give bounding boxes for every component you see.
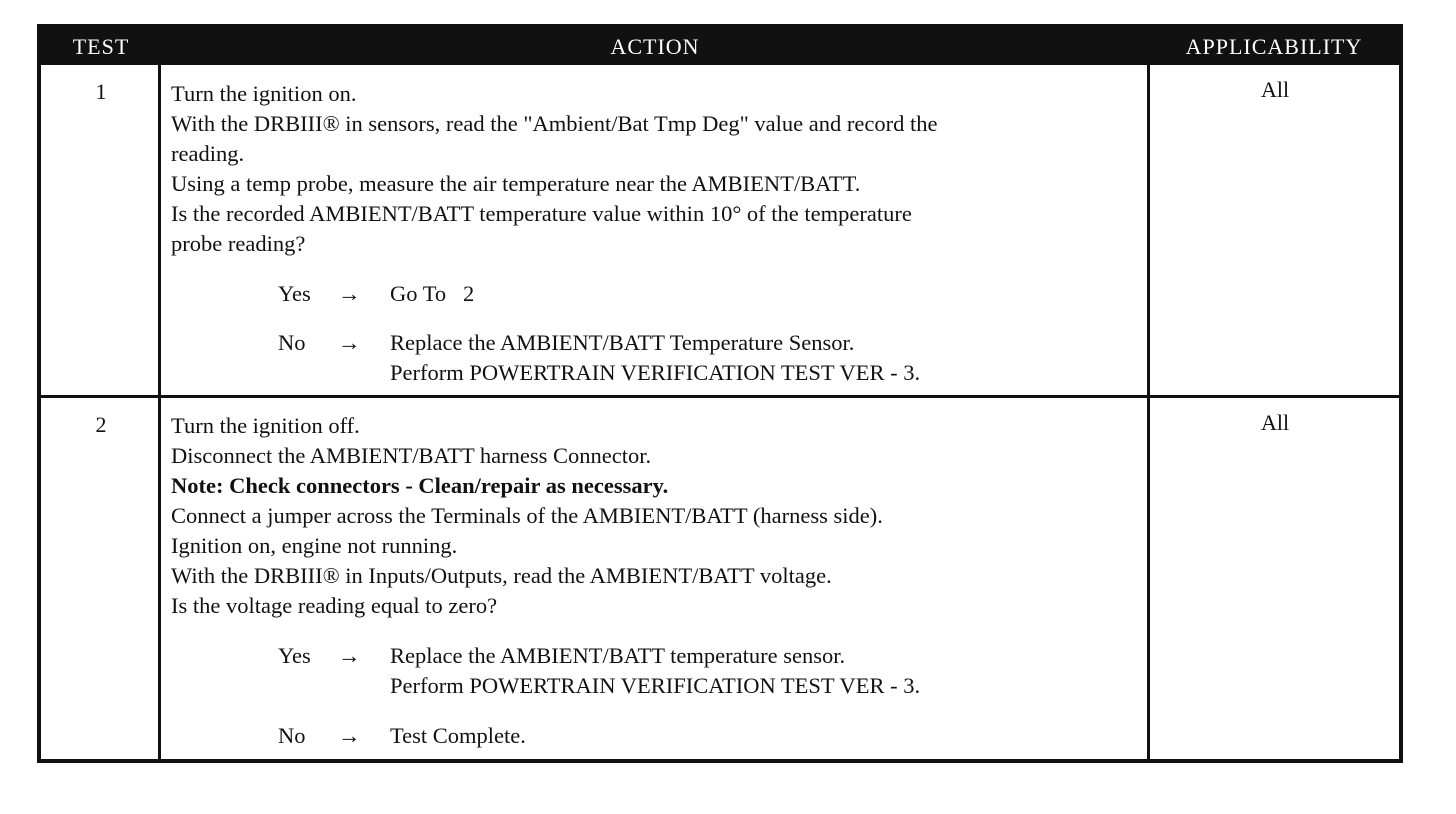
result-line: Replace the AMBIENT/BATT Temperature Sensor. — [390, 330, 855, 355]
result-yes — [278, 641, 1146, 701]
action-line: With the DRBIII® in Inputs/Outputs, read the AMBIENT/BATT voltage. — [171, 563, 832, 588]
result-text — [390, 328, 1146, 388]
result-yes — [278, 279, 1146, 309]
result-line: Replace the AMBIENT/BATT temperature sensor. — [390, 643, 846, 668]
action-line: Ignition on, engine not running. — [171, 533, 458, 558]
action-line: probe reading? — [171, 231, 306, 256]
result-line: Perform POWERTRAIN VERIFICATION TEST VER - 3. — [390, 673, 921, 698]
result-text — [390, 641, 1146, 701]
result-label: No — [278, 723, 306, 748]
action-line: Is the recorded AMBIENT/BATT temperature value within 10° of the temperature — [171, 201, 912, 226]
action-line: With the DRBIII® in sensors, read the "Ambient/Bat Tmp Deg" value and record the — [171, 111, 938, 136]
action-line: Disconnect the AMBIENT/BATT harness Connector. — [171, 443, 652, 468]
result-label: No — [278, 330, 306, 355]
arrow-icon: → — [338, 643, 361, 668]
result-no — [278, 721, 1146, 751]
table-header — [41, 28, 1399, 65]
test-number: 1 — [95, 79, 107, 104]
table-row — [41, 65, 1399, 395]
action-line: Connect a jumper across the Terminals of the AMBIENT/BATT (harness side). — [171, 503, 883, 528]
result-text — [390, 721, 1146, 751]
action-note: Note: Check connectors - Clean/repair as necessary. — [171, 473, 669, 498]
header-applicability: APPLICABILITY — [1185, 34, 1363, 59]
action-cell — [171, 411, 1146, 751]
diagnostic-table — [37, 24, 1403, 763]
header-test: TEST — [72, 34, 130, 59]
header-action: ACTION — [610, 34, 700, 59]
result-line: Go To 2 — [390, 281, 475, 306]
action-cell — [171, 79, 1146, 388]
applicability-cell: All — [1260, 77, 1290, 102]
arrow-icon: → — [338, 330, 361, 355]
result-text — [390, 279, 1146, 309]
result-line: Perform POWERTRAIN VERIFICATION TEST VER - 3. — [390, 360, 921, 385]
result-label: Yes — [278, 643, 311, 668]
test-number: 2 — [95, 412, 107, 437]
applicability-cell: All — [1260, 410, 1290, 435]
arrow-icon: → — [338, 281, 361, 306]
arrow-icon: → — [338, 723, 361, 748]
action-line: Turn the ignition on. — [171, 81, 357, 106]
action-line: reading. — [171, 141, 245, 166]
action-line: Is the voltage reading equal to zero? — [171, 593, 498, 618]
action-line: Using a temp probe, measure the air temperature near the AMBIENT/BATT. — [171, 171, 861, 196]
action-line: Turn the ignition off. — [171, 413, 360, 438]
result-label: Yes — [278, 281, 311, 306]
table-row — [41, 398, 1399, 759]
result-line: Test Complete. — [390, 723, 526, 748]
result-no — [278, 328, 1146, 388]
